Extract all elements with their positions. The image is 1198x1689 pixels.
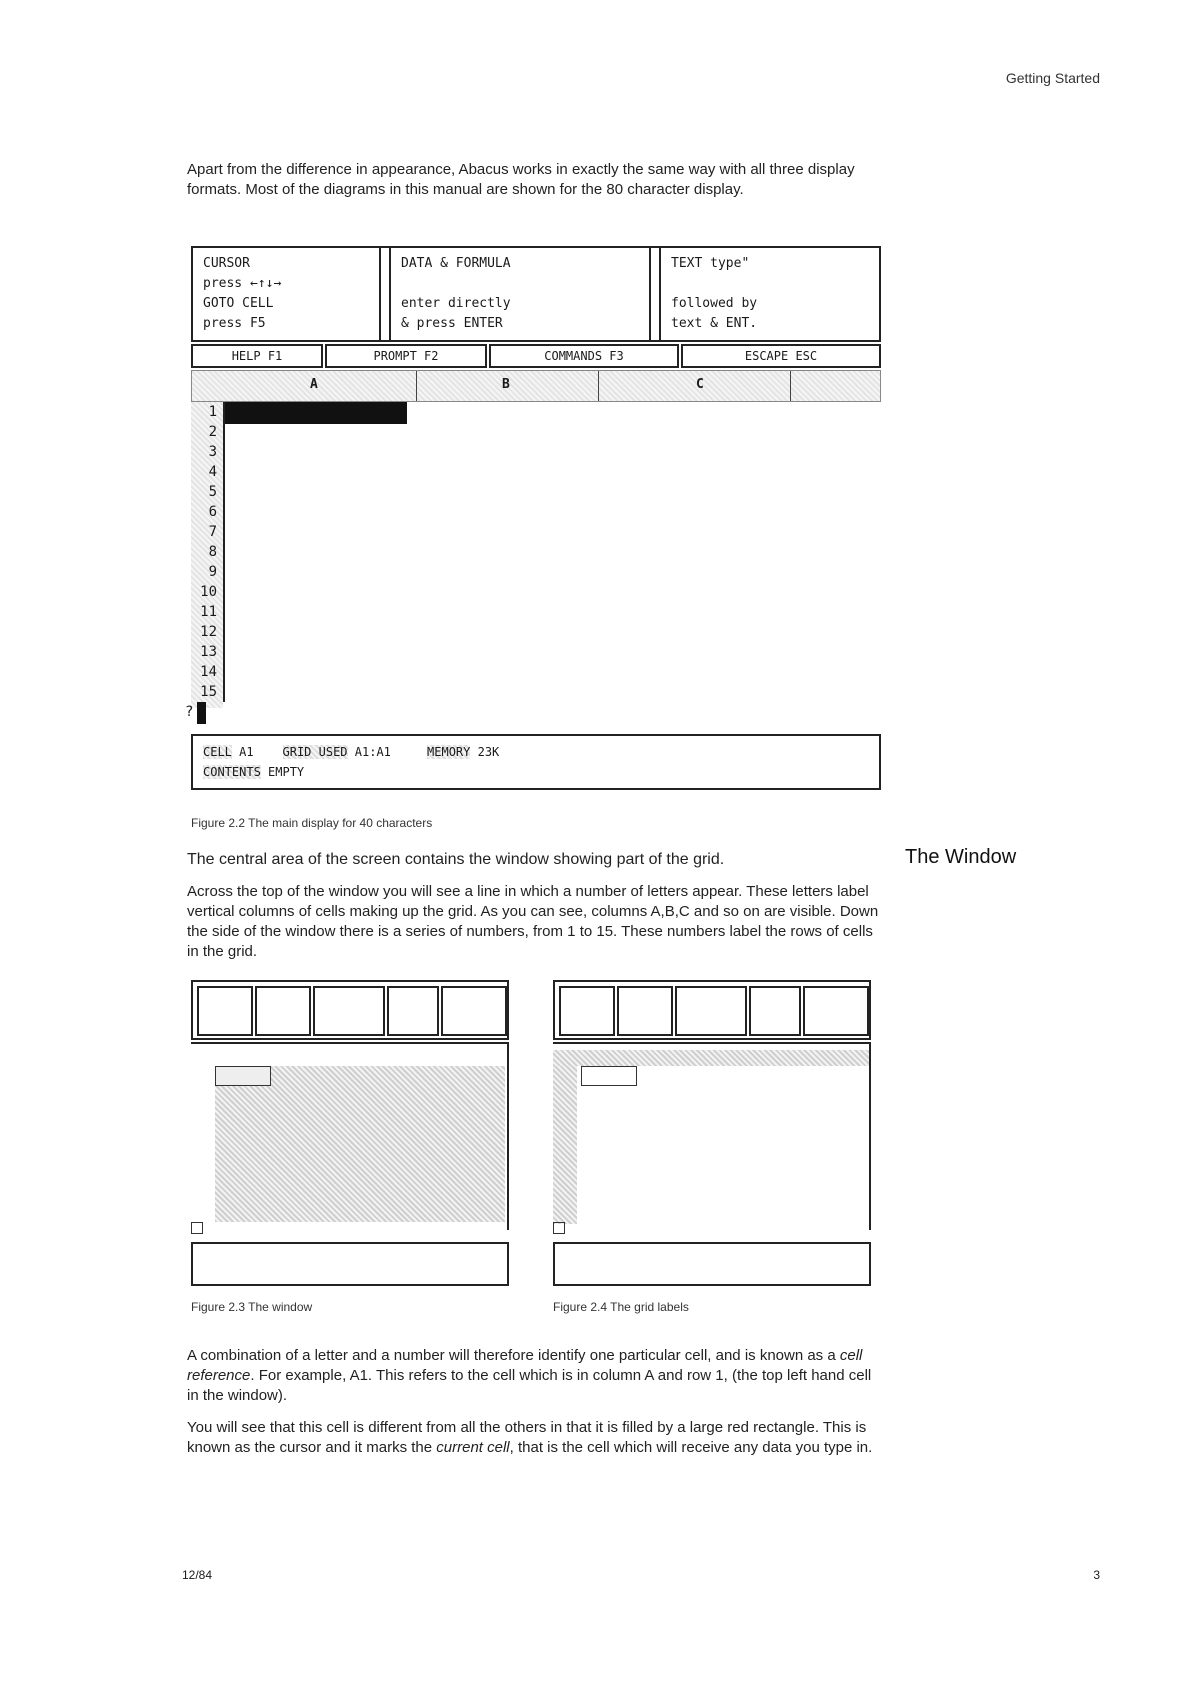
column-divider [790, 371, 791, 401]
mini-window-frame [191, 1042, 509, 1230]
footer-date: 12/84 [182, 1568, 213, 1582]
status-line-1 [203, 742, 869, 762]
column-label-a: A [310, 377, 318, 392]
mini-cursor-cell [215, 1066, 271, 1086]
status-contents-value: EMPTY [268, 765, 305, 779]
status-cell-key: CELL [203, 745, 232, 759]
row-label: 9 [208, 564, 217, 580]
help-line: press ←↑↓→ [203, 276, 282, 291]
cell-cursor[interactable] [225, 402, 407, 424]
text-run: A combination of a letter and a number will therefore identify one particular cell, and is known as a [187, 1347, 840, 1364]
mini-help-panel [191, 980, 509, 1040]
function-key-bar [191, 344, 881, 368]
text-run: . For example, A1. This refers to the cell which is in column A and row 1, (the top left hand cell in the window). [187, 1367, 872, 1404]
mini-help-box [675, 986, 747, 1036]
status-memory-value: 23K [477, 745, 500, 759]
row-label: 3 [208, 444, 217, 460]
figure-2-3-caption: Figure 2.3 The window [191, 1300, 313, 1314]
mini-help-box [313, 986, 385, 1036]
text-run: , that is the cell which will receive any data you type in. [509, 1439, 873, 1456]
help-line: press F5 [203, 316, 266, 331]
mini-help-box [441, 986, 507, 1036]
help-line: TEXT type" [671, 256, 750, 271]
row-label: 5 [208, 484, 217, 500]
figure-window [191, 980, 509, 1280]
row-label: 8 [208, 544, 217, 560]
prompt-cursor [197, 702, 206, 724]
help-line [671, 274, 869, 294]
mini-column-labels [553, 1050, 869, 1066]
figure-2-2-caption: Figure 2.2 The main display for 40 characters [191, 816, 433, 830]
column-divider [598, 371, 599, 401]
mini-help-box [387, 986, 439, 1036]
fkey-help[interactable]: HELP F1 [191, 344, 323, 368]
mini-status-panel [191, 1242, 509, 1286]
status-line-2 [203, 762, 869, 782]
help-line: text & ENT. [671, 316, 758, 331]
help-line [401, 274, 639, 294]
row-label: 2 [208, 424, 217, 440]
mini-cursor-cell [581, 1066, 637, 1086]
column-header-bar [191, 370, 881, 402]
fkey-prompt[interactable]: PROMPT F2 [325, 344, 487, 368]
body-paragraph-4 [187, 1418, 887, 1458]
status-grid-key: GRID USED [282, 745, 348, 759]
mini-help-box [803, 986, 869, 1036]
row-header-bar [191, 402, 223, 708]
row-label: 11 [200, 604, 217, 620]
body-paragraph-3 [187, 1346, 887, 1406]
row-label: 13 [200, 644, 217, 660]
text-run: You will see that this cell is different from all the others in that it is filled by a large red rectangle. This is known as the cursor and it marks the [187, 1419, 867, 1456]
mini-help-box [559, 986, 615, 1036]
emphasis-cell-reference: cell reference [187, 1347, 863, 1384]
mini-prompt-marker [553, 1222, 565, 1234]
help-text-column [659, 248, 879, 340]
column-divider [416, 371, 417, 401]
running-header: Getting Started [1005, 70, 1100, 86]
row-label: 7 [208, 524, 217, 540]
help-line: CURSOR [203, 256, 250, 271]
page-number: 3 [1093, 1568, 1100, 1582]
command-prompt: ? [185, 704, 194, 720]
mini-window-area [215, 1066, 505, 1222]
status-cell-value: A1 [239, 745, 254, 759]
column-label-b: B [502, 377, 510, 392]
figure-grid-labels [553, 980, 871, 1280]
help-cursor-column [193, 248, 381, 340]
row-label: 15 [200, 684, 217, 700]
mini-help-box [197, 986, 253, 1036]
status-memory-key: MEMORY [427, 745, 471, 759]
row-label: 10 [200, 584, 217, 600]
mini-help-box [617, 986, 673, 1036]
help-line: GOTO CELL [203, 296, 274, 311]
fkey-commands[interactable]: COMMANDS F3 [489, 344, 679, 368]
mini-window-frame [553, 1042, 871, 1230]
mini-row-labels [553, 1066, 577, 1224]
mini-help-box [749, 986, 801, 1036]
mini-prompt-marker [191, 1222, 203, 1234]
mini-help-panel [553, 980, 871, 1040]
row-label: 14 [200, 664, 217, 680]
row-label: 6 [208, 504, 217, 520]
body-paragraph-2: Across the top of the window you will see a line in which a number of letters appear. These letters label vertical columns of cells making up the grid. As you can see, columns A,B,C and so on are visible. Down the side of the window there is a series of numbers, from 1 to 15. These numbers label the rows of cells in the grid. [187, 883, 879, 960]
help-line: enter directly [401, 296, 511, 311]
column-label-c: C [696, 377, 704, 392]
emphasis-current-cell: current cell [436, 1439, 510, 1456]
figure-2-4-caption: Figure 2.4 The grid labels [553, 1300, 689, 1314]
body-paragraph-1: The central area of the screen contains the window showing part of the grid. [187, 851, 725, 868]
status-panel [191, 734, 881, 790]
row-label: 12 [200, 624, 217, 640]
help-line: followed by [671, 296, 758, 311]
status-contents-key: CONTENTS [203, 765, 261, 779]
row-header-border [223, 402, 225, 702]
fkey-escape[interactable]: ESCAPE ESC [681, 344, 881, 368]
figure-main-display [185, 246, 881, 806]
section-heading: The Window [905, 846, 1017, 868]
status-grid-value: A1:A1 [354, 745, 391, 759]
mini-status-panel [553, 1242, 871, 1286]
help-panel [191, 246, 881, 342]
row-label: 4 [208, 464, 217, 480]
help-data-column [389, 248, 651, 340]
row-label: 1 [208, 404, 217, 420]
mini-help-box [255, 986, 311, 1036]
help-line: & press ENTER [401, 316, 503, 331]
help-line: DATA & FORMULA [401, 256, 511, 271]
intro-paragraph: Apart from the difference in appearance, Abacus works in exactly the same way with all three display formats. Most of the diagrams in this manual are shown for the 80 character display. [187, 161, 855, 198]
